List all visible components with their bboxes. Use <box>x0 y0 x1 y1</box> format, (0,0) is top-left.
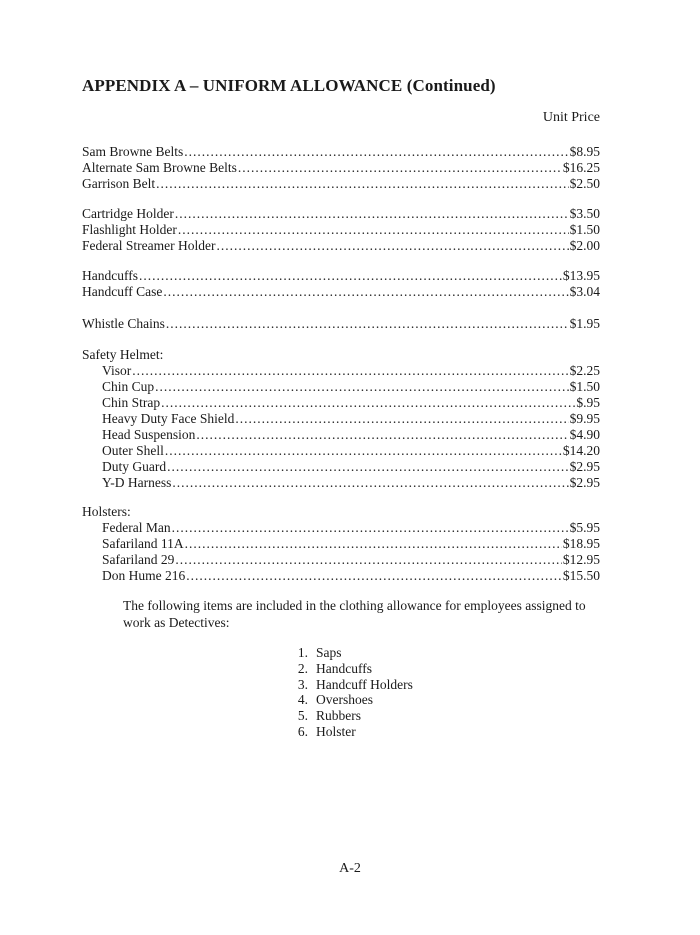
page-title: APPENDIX A – UNIFORM ALLOWANCE (Continued) <box>82 76 496 95</box>
item-price: 12.95 <box>569 552 600 567</box>
leader-dots <box>196 427 568 443</box>
list-label: Handcuff Holders <box>316 676 413 692</box>
leader-dots <box>166 316 569 332</box>
item-name: Safariland 29 <box>102 552 175 567</box>
item-price: .95 <box>583 395 600 410</box>
section-heading-safety-helmet: Safety Helmet: <box>82 347 164 362</box>
price-row <box>82 144 600 160</box>
leader-dots <box>216 238 568 254</box>
price-row <box>102 427 600 443</box>
price-row <box>102 459 600 475</box>
price-row <box>82 176 600 192</box>
currency-symbol: $ <box>569 206 577 221</box>
item-price: 2.25 <box>576 363 600 378</box>
list-number: 6. <box>297 723 308 739</box>
item-name: Outer Shell <box>102 443 164 458</box>
currency-symbol: $ <box>576 395 584 410</box>
currency-symbol: $ <box>569 520 577 535</box>
list-label: Saps <box>316 645 342 660</box>
item-name: Whistle Chains <box>82 316 165 331</box>
item-name: Garrison Belt <box>82 176 156 191</box>
currency-symbol: $ <box>569 363 577 378</box>
section-heading-holsters: Holsters: <box>82 504 131 519</box>
item-name: Don Hume 216 <box>102 568 186 583</box>
list-number: 4. <box>297 692 308 708</box>
price-row <box>82 268 600 284</box>
item-price: 2.00 <box>576 238 600 253</box>
page-number: A-2 <box>339 861 361 876</box>
item-name: Handcuff Case <box>82 284 163 299</box>
price-row <box>102 520 600 536</box>
currency-symbol: $ <box>562 443 570 458</box>
currency-symbol: $ <box>562 268 570 283</box>
detectives-items-list <box>286 645 413 740</box>
item-price: 16.25 <box>569 160 600 175</box>
price-row <box>102 443 600 459</box>
item-name: Chin Cup <box>102 379 155 394</box>
leader-dots <box>165 443 562 459</box>
currency-symbol: $ <box>569 144 577 159</box>
list-label: Handcuffs <box>316 660 372 676</box>
price-row <box>102 379 600 395</box>
item-price: 3.50 <box>576 206 600 221</box>
price-row <box>82 316 600 332</box>
price-row <box>82 238 600 254</box>
detectives-note: The following items are included in the clothing allowance for employees assigned to work as Detectives: <box>123 598 586 630</box>
item-price: 15.50 <box>569 568 600 583</box>
unit-price-header: Unit Price <box>542 110 600 125</box>
item-price: 1.50 <box>576 222 600 237</box>
price-row <box>102 363 600 379</box>
item-name: Cartridge Holder <box>82 206 174 221</box>
list-number: 1. <box>297 645 308 660</box>
currency-symbol: $ <box>562 568 570 583</box>
price-row <box>102 395 600 411</box>
item-name: Alternate Sam Browne Belts <box>82 160 237 175</box>
leader-dots <box>178 222 569 238</box>
leader-dots <box>185 536 562 552</box>
list-label: Rubbers <box>316 708 361 724</box>
currency-symbol: $ <box>569 222 577 237</box>
list-label: Holster <box>316 723 356 739</box>
currency-symbol: $ <box>562 160 570 175</box>
leader-dots <box>175 206 569 222</box>
currency-symbol: $ <box>569 411 577 426</box>
price-row <box>82 206 600 222</box>
list-number: 5. <box>297 708 308 724</box>
leader-dots <box>172 520 569 536</box>
item-price: 8.95 <box>576 144 600 159</box>
currency-symbol: $ <box>569 427 577 442</box>
currency-symbol: $ <box>569 316 577 331</box>
leader-dots <box>163 284 568 300</box>
currency-symbol: $ <box>569 475 577 490</box>
leader-dots <box>167 459 569 475</box>
leader-dots <box>235 411 568 427</box>
item-name: Federal Streamer Holder <box>82 238 216 253</box>
price-row <box>82 284 600 300</box>
item-price: 9.95 <box>576 411 600 426</box>
leader-dots <box>156 176 569 192</box>
item-name: Heavy Duty Face Shield <box>102 411 235 426</box>
price-row <box>102 568 600 584</box>
item-name: Safariland 11A <box>102 536 184 551</box>
price-row <box>102 411 600 427</box>
item-name: Federal Man <box>102 520 171 535</box>
list-item <box>286 661 413 677</box>
item-price: 1.95 <box>576 316 600 331</box>
leader-dots <box>172 475 568 491</box>
item-price: 18.95 <box>569 536 600 551</box>
currency-symbol: $ <box>569 459 577 474</box>
list-item <box>286 645 413 661</box>
item-price: 2.95 <box>576 459 600 474</box>
list-number: 2. <box>297 660 308 676</box>
currency-symbol: $ <box>569 284 577 299</box>
list-item <box>286 677 413 693</box>
leader-dots <box>175 552 562 568</box>
leader-dots <box>184 144 568 160</box>
item-name: Duty Guard <box>102 459 167 474</box>
item-price: 2.95 <box>576 475 600 490</box>
item-name: Head Suspension <box>102 427 196 442</box>
price-row <box>102 552 600 568</box>
price-row <box>102 536 600 552</box>
currency-symbol: $ <box>569 176 577 191</box>
currency-symbol: $ <box>562 552 570 567</box>
list-item <box>286 724 413 740</box>
item-name: Flashlight Holder <box>82 222 177 237</box>
item-price: 14.20 <box>569 443 600 458</box>
price-row <box>82 160 600 176</box>
item-price: 2.50 <box>576 176 600 191</box>
item-price: 4.90 <box>576 427 600 442</box>
item-price: 3.04 <box>576 284 600 299</box>
list-item <box>286 708 413 724</box>
item-name: Visor <box>102 363 132 378</box>
currency-symbol: $ <box>569 379 577 394</box>
currency-symbol: $ <box>562 536 570 551</box>
leader-dots <box>132 363 568 379</box>
item-name: Handcuffs <box>82 268 138 283</box>
leader-dots <box>139 268 562 284</box>
leader-dots <box>161 395 575 411</box>
leader-dots <box>238 160 562 176</box>
price-row <box>102 475 600 491</box>
list-number: 3. <box>297 676 308 692</box>
currency-symbol: $ <box>569 238 577 253</box>
leader-dots <box>186 568 562 584</box>
item-name: Y-D Harness <box>102 475 172 490</box>
leader-dots <box>155 379 568 395</box>
item-name: Sam Browne Belts <box>82 144 184 159</box>
item-price: 5.95 <box>576 520 600 535</box>
list-item <box>286 692 413 708</box>
item-price: 1.50 <box>576 379 600 394</box>
item-price: 13.95 <box>569 268 600 283</box>
item-name: Chin Strap <box>102 395 161 410</box>
price-row <box>82 222 600 238</box>
list-label: Overshoes <box>316 692 373 708</box>
